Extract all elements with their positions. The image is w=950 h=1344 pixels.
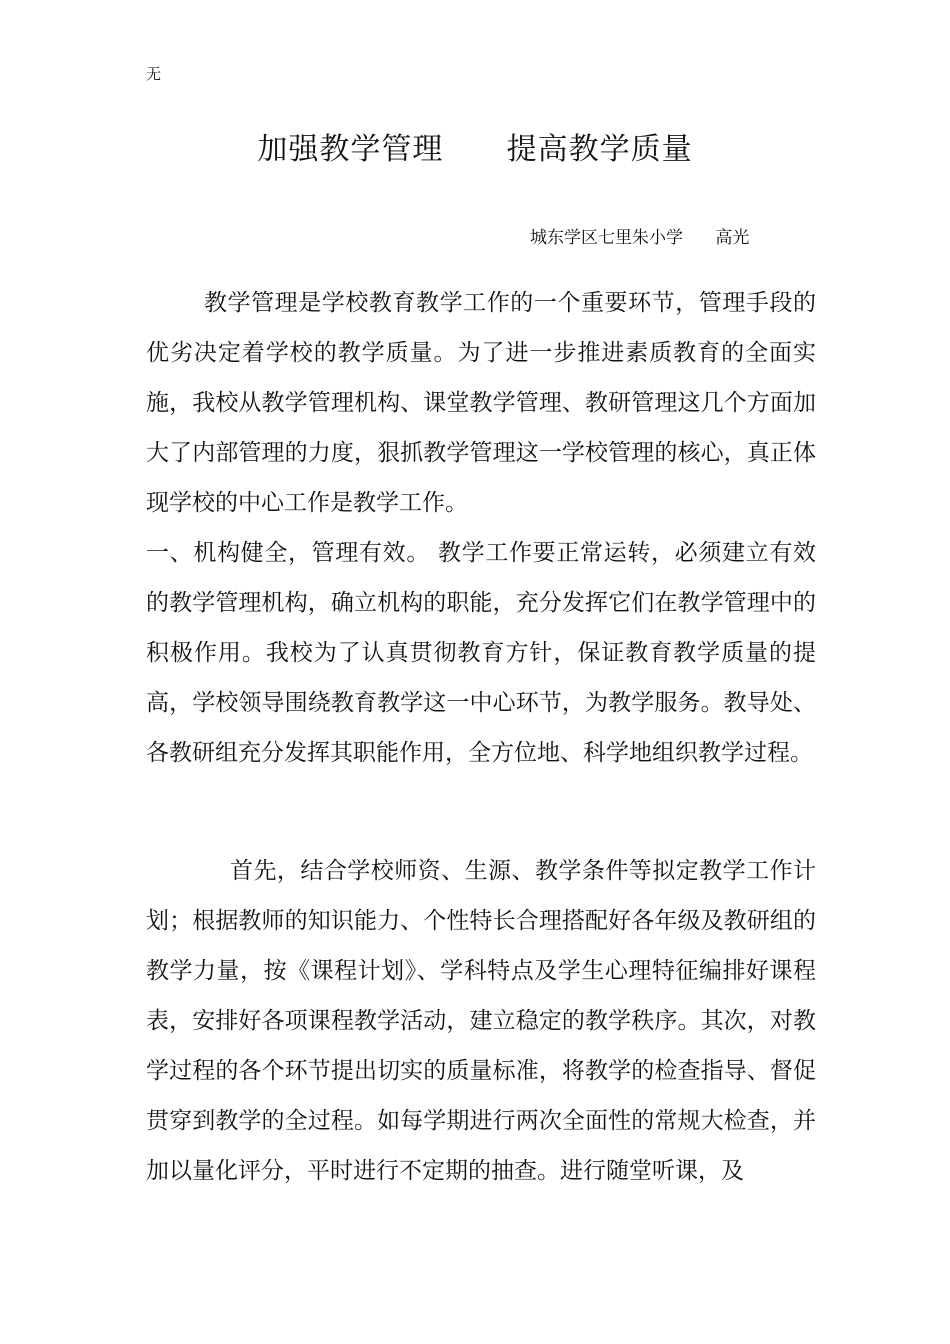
header-mark: 无	[146, 65, 162, 83]
author-line: 城东学区七里朱小学 高光	[530, 228, 750, 248]
page-title: 加强教学管理 提高教学质量	[257, 132, 693, 167]
paragraph-section-1: 一、机构健全，管理有效。 教学工作要正常运转，必须建立有效的教学管理机构，确立机构的职能，充分发挥它们在教学管理中的积极作用。我校为了认真贯彻教育方针，保证教育教学质量的提高，学校领导围绕教育教学这一中心环节，为教学服务。教导处、各教研组充分发挥其职能作用，全方位地、科学地组织教学过程。	[146, 540, 816, 766]
paragraph-intro: 教学管理是学校教育教学工作的一个重要环节，管理手段的优劣决定着学校的教学质量。为了进一步推进素质教育的全面实施，我校从教学管理机构、课堂教学管理、教研管理这几个方面加大了内部管理的力度，狠抓教学管理这一学校管理的核心，真正体现学校的中心工作是教学工作。	[146, 290, 816, 516]
paragraph-first-point: 首先，结合学校师资、生源、教学条件等拟定教学工作计划；根据教师的知识能力、个性特长合理搭配好各年级及教研组的教学力量，按《课程计划》、学科特点及学生心理特征编排好课程表，安排好各项课程教学活动，建立稳定的教学秩序。其次，对教学过程的各个环节提出切实的质量标准，将教学的检查指导、督促贯穿到教学的全过程。如每学期进行两次全面性的常规大检查，并加以量化评分，平时进行不定期的抽查。进行随堂听课，及	[146, 858, 816, 1184]
